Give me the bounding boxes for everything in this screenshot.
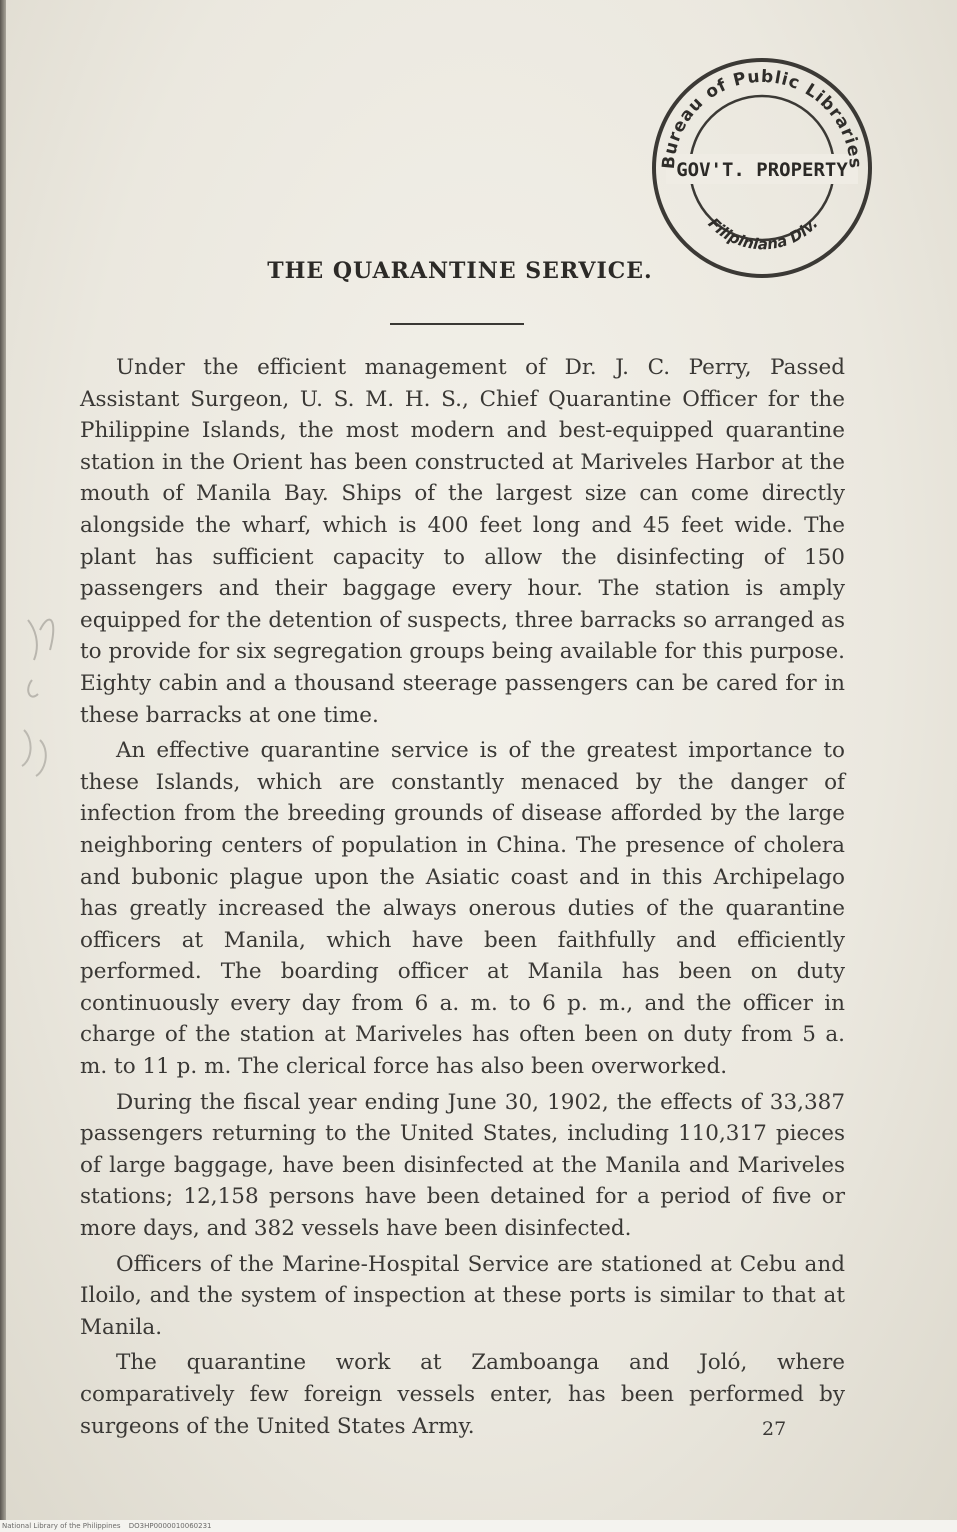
paragraph-3: During the fiscal year ending June 30, 1902, the effects of 33,387 passengers returning to the United States, including 110,317 pieces of large baggage, have been disinfected at the Manila and Mariveles stations; 12,158 persons have been detained for a period of five or more days, and 382 vessels have been disinfected. — [80, 1089, 845, 1242]
stamp-top-text: Bureau of Public Libraries — [658, 66, 866, 170]
page-binding-edge — [0, 0, 6, 1532]
page-number: 27 — [762, 1418, 787, 1440]
margin-pencil-marks — [10, 590, 70, 810]
svg-text:Filipiniana Div. — [705, 214, 822, 253]
body-text — [80, 352, 845, 1442]
library-stamp — [642, 52, 882, 280]
title-rule — [390, 323, 524, 325]
stamp-center-text: GOV'T. PROPERTY — [676, 159, 848, 181]
paragraph-5: The quarantine work at Zamboanga and Joló, where comparatively few foreign vessels enter, has been performed by surgeons of the United States Army. — [80, 1350, 845, 1439]
footer-code: DO3HP0000010060231 — [128, 1522, 212, 1530]
footer-library-name: National Library of the Philippines — [2, 1522, 121, 1530]
footer-bar — [0, 1520, 957, 1532]
paragraph-4: Officers of the Marine-Hospital Service are stationed at Cebu and Iloilo, and the system of inspection at these ports is similar to that at Manila. — [80, 1251, 845, 1340]
paragraph-2: An effective quarantine service is of the greatest importance to these Islands, which are constantly menaced by the danger of infection from the breeding grounds of disease afforded by the large neighboring centers of population in China. The presence of cholera and bubonic plague upon the Asiatic coast and in this Archipelago has greatly increased the always onerous duties of the quarantine officers at Manila, which have been faithfully and efficiently performed. The boarding officer at Manila has been on duty continuously every day from 6 a. m. to 6 p. m., and the officer in charge of the station at Mariveles has often been on duty from 5 a. m. to 11 p. m. The clerical force has also been overworked. — [80, 738, 845, 1080]
page-title: THE QUARANTINE SERVICE. — [267, 258, 653, 284]
stamp-bottom-text: Filipiniana Div. — [704, 214, 822, 254]
paragraph-1: Under the efficient management of Dr. J. C. Perry, Passed Assistant Surgeon, U. S. M. H. S., Chief Quarantine Officer for the Philippine Islands, the most modern and best-equipped quarantine station in the Orient has been constructed at Mariveles Harbor at the mouth of Manila Bay. Ships of the largest size can come directly alongside the wharf, which is 400 feet long and 45 feet wide. The plant has sufficient capacity to allow the disinfecting of 150 passengers and their baggage every hour. The station is amply equipped for the detention of suspects, three barracks so arranged as to provide for six segregation groups being available for this purpose. Eighty cabin and a thousand steerage passengers can be cared for in these barracks at one time. — [80, 355, 845, 728]
